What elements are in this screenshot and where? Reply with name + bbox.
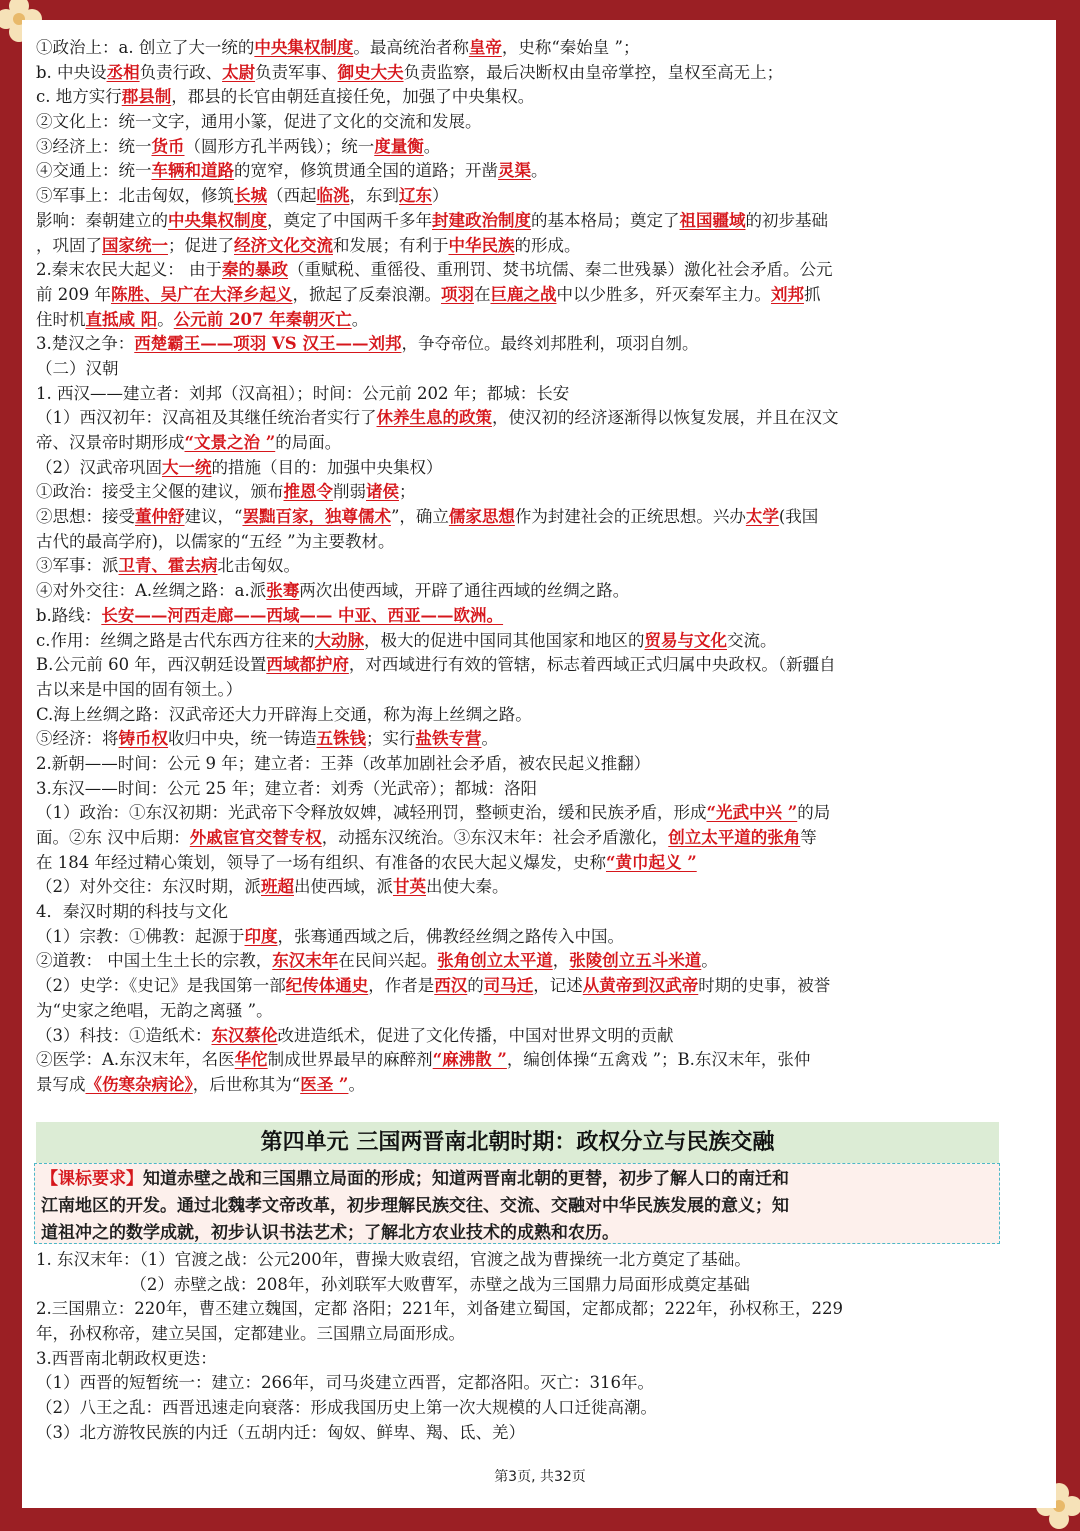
text-line (36, 801, 1006, 826)
text-segment: 的局 (797, 803, 831, 823)
text-segment: 在 184 年经过精心策划，领导了一场有组织、有准备的农民大起义爆发，史称 (36, 852, 606, 872)
text-segment: 影响：秦朝建立的 (36, 210, 168, 230)
text-segment: 的宽窄，修筑贯通全国的道路；开凿 (234, 161, 498, 181)
key-term: 铸币权 (118, 729, 168, 749)
text-line (36, 209, 1006, 234)
key-term: 罢黜百家，独尊儒术 (242, 507, 391, 527)
key-term: 秦的暴政 (222, 260, 288, 280)
text-line (36, 382, 1006, 407)
text-segment: 负责行政、 (139, 62, 223, 82)
text-segment: 2.秦末农民大起义： 由于 (36, 260, 222, 280)
text-segment: 收归中央，统一铸造 (168, 729, 317, 749)
text-line (36, 36, 1006, 61)
text-segment: 抓 (803, 284, 821, 304)
text-segment: ，对西域进行有效的管辖，标志着西域正式归属中央政权。（新疆自 (348, 655, 836, 675)
key-term: 西楚霸王——项羽 VS 汉王——刘邦 (134, 334, 402, 354)
text-line: （2）赤壁之战：208年，孙刘联军大败曹军，赤壁之战为三国鼎力局面形成奠定基础 (36, 1274, 750, 1294)
key-term: 中华民族 (448, 235, 515, 255)
text-segment: 古代的最高学府)，以儒家的“五经 ”为主要教材。 (36, 531, 395, 551)
key-term: 灵渠 (498, 161, 531, 181)
key-term: 休养生息的政策 (376, 408, 492, 428)
text-segment: 出使西域，派 (294, 877, 393, 897)
text-segment: ，编创体操“五禽戏 ”；B.东汉末年，张仲 (506, 1050, 811, 1070)
key-term: 大一统 (162, 457, 212, 477)
key-term: 祖国疆域 (679, 210, 746, 230)
text-line (36, 629, 1006, 654)
text-segment: ，奠定了中国两千多年 (267, 210, 432, 230)
key-term: 郡县制 (121, 87, 172, 107)
text-line (36, 554, 1006, 579)
text-segment: 前 209 年 (36, 284, 111, 304)
key-term: 张角创立太平道 (437, 951, 553, 971)
text-segment: 的初步基础 (745, 210, 828, 230)
text-segment: （二）汉朝 (36, 358, 119, 378)
text-segment: ⑤军事上：北击匈奴，修筑 (36, 186, 234, 206)
text-segment: 。 (701, 951, 718, 971)
text-segment: 作为封建社会的正统思想。兴办 (514, 507, 746, 527)
text-line (36, 530, 1006, 555)
text-segment: ，极大的促进中国同其他国家和地区的 (364, 630, 645, 650)
unit-title: 第四单元 三国两晋南北朝时期：政权分立与民族交融 (36, 1122, 999, 1163)
key-term: 辽东 (399, 186, 432, 206)
text-line (36, 456, 1006, 481)
text-segment: 。 (348, 1074, 365, 1094)
text-line (36, 431, 1006, 456)
key-term: 国家统一 (102, 235, 168, 255)
text-segment: 削弱 (333, 482, 366, 502)
text-segment: ③军事：派 (36, 556, 119, 576)
key-term: 儒家思想 (448, 507, 515, 527)
text-segment: 交流。 (727, 630, 777, 650)
text-line (36, 308, 1006, 333)
text-line (36, 949, 1006, 974)
key-term: 太学 (745, 507, 779, 527)
text-segment: 。 (157, 309, 174, 329)
text-line: 1. 东汉末年：（1）官渡之战：公元200年，曹操大败袁绍，官渡之战为曹操统一北方奠定了基础。 (36, 1250, 751, 1269)
text-line (36, 925, 1006, 950)
text-segment: 古以来是中国的固有领土。） (36, 679, 243, 699)
key-term: 刘邦 (770, 284, 804, 304)
text-line (36, 61, 1006, 86)
key-term: 皇帝 (468, 38, 502, 57)
text-segment: ，巩固了 (36, 235, 102, 255)
text-segment: 出使大秦。 (426, 877, 509, 897)
text-segment: （2）对外交往：东汉时期，派 (36, 877, 261, 897)
text-segment: ，使汉初的经济逐渐得以恢复发展，并且在汉文 (492, 408, 839, 428)
page-number: 第3页, 共32页 (494, 1469, 586, 1485)
key-term: 华佗 (234, 1050, 268, 1070)
key-term: 御史大夫 (337, 62, 404, 82)
text-segment: （西起 (267, 186, 317, 206)
text-segment: 住时机 (36, 309, 86, 329)
key-term: 盐铁专营 (415, 729, 482, 749)
text-segment: c. 地方实行 (36, 87, 122, 107)
text-line (36, 1048, 1006, 1073)
key-term: 丞相 (106, 62, 140, 82)
text-line (36, 135, 1006, 160)
text-segment: 。 (481, 729, 498, 749)
text-segment: b.路线： (36, 605, 102, 625)
key-term: 推恩令 (283, 482, 333, 502)
requirement-line: 道祖冲之的数学成就，初步认识书法艺术；了解北方农业技术的成熟和农历。 (41, 1223, 619, 1243)
text-line (36, 579, 1006, 604)
text-segment: 负责军事、 (255, 62, 338, 82)
text-segment: 1. 西汉——建立者：刘邦（汉高祖）；时间：公元前 202 年；都城：长安 (36, 383, 570, 403)
key-term: 外戚宦官交替专权 (189, 828, 322, 847)
text-segment: 为“史家之绝唱，无韵之离骚 ”。 (36, 1000, 273, 1020)
key-term: 长城 (234, 186, 267, 206)
text-segment: ④交通上：统一 (36, 161, 152, 181)
key-term: “黄巾起义 ” (605, 852, 697, 872)
key-term: 大动脉 (314, 630, 364, 650)
key-term: 纪传体通史 (285, 976, 369, 996)
text-segment: ，作者是 (368, 976, 435, 996)
text-line (36, 752, 1006, 777)
key-term: 董仲舒 (135, 507, 185, 527)
text-segment: ⑤经济：将 (36, 729, 119, 749)
text-line (36, 999, 1006, 1024)
three-kingdoms-notes (36, 1248, 1006, 1446)
text-segment: 的形成。 (514, 235, 581, 255)
key-term: 创立太平道的张角 (668, 828, 801, 847)
text-segment: ，后世称其为“ (192, 1074, 301, 1094)
text-segment: 的基本格局；奠定了 (531, 210, 680, 230)
text-segment: ） (432, 186, 449, 206)
key-term: 直抵咸 阳 (85, 309, 158, 329)
text-line (36, 480, 1006, 505)
text-segment: 负责监察，最后决断权由皇帝掌控，皇权至高无上； (403, 62, 784, 82)
text-line (36, 777, 1006, 802)
text-segment: 和发展；有利于 (333, 235, 449, 255)
text-line (36, 875, 1006, 900)
text-segment: ；实行 (366, 729, 416, 749)
text-segment: 的局面。 (275, 433, 342, 452)
text-line (36, 604, 1006, 629)
key-term: “麻沸散 ” (432, 1050, 507, 1070)
text-segment: ①政治上：a. 创立了大一统的 (36, 38, 255, 57)
text-segment: ，争夺帝位。最终刘邦胜利，项羽自刎。 (401, 334, 699, 354)
text-line (36, 159, 1006, 184)
text-segment: （2）汉武帝巩固 (36, 457, 162, 477)
text-segment: 3.楚汉之争： (36, 334, 135, 354)
text-line (36, 678, 1006, 703)
text-segment: 的措施（目的：加强中央集权） (211, 457, 443, 477)
requirement-tag: 【课标要求】 (41, 1169, 143, 1189)
text-segment: （3）科技：①造纸术： (36, 1025, 212, 1045)
text-segment: ，记述 (533, 976, 583, 996)
text-segment: ”，确立 (390, 507, 449, 527)
text-segment: ③经济上：统一 (36, 136, 152, 156)
key-term: 东汉蔡伦 (211, 1025, 278, 1045)
key-term: “光武中兴 ” (706, 803, 798, 823)
text-line (36, 234, 1006, 259)
text-line (36, 357, 1006, 382)
text-line (36, 85, 1006, 110)
text-segment: （1）政治：①东汉初期：光武帝下令释放奴婢，减轻刑罚，整顿吏治，缓和民族矛盾，形成 (36, 803, 707, 823)
key-term: 医圣 ” (300, 1074, 349, 1094)
key-term: 班超 (261, 877, 294, 897)
text-line: （1）西晋的短暂统一：建立：266年，司马炎建立西晋，定都洛阳。灭亡：316年。 (36, 1373, 654, 1393)
text-segment: 帝、汉景帝时期形成 (36, 433, 185, 452)
requirement-line: 【课标要求】知道赤壁之战和三国鼎立局面的形成；知道两晋南北朝的更替，初步了解人口的南迁和 (41, 1169, 789, 1189)
key-term: 西域都护府 (266, 655, 349, 675)
text-segment: ；促进了 (168, 235, 234, 255)
text-segment: ，张骞通西域之后，佛教经丝绸之路传入中国。 (277, 926, 624, 946)
text-line: （3）北方游牧民族的内迁（五胡内迁：匈奴、鲜卑、羯、氐、羌） (36, 1422, 525, 1442)
key-term: 张陵创立五斗米道 (569, 951, 702, 971)
text-line (36, 406, 1006, 431)
text-line (36, 258, 1006, 283)
text-line (36, 974, 1006, 999)
key-term: 货币 (151, 136, 185, 156)
text-segment: （重赋税、重徭役、重刑罚、焚书坑儒、秦二世残暴）激化社会矛盾。公元 (288, 260, 833, 280)
key-term: 公元前 207 年秦朝灭亡 (173, 309, 352, 329)
text-line (36, 900, 1006, 925)
text-line (36, 332, 1006, 357)
key-term: 太尉 (222, 62, 256, 82)
text-segment: 。最高统治者称 (353, 38, 469, 57)
key-term: 五铢钱 (316, 729, 366, 749)
text-segment: （1）宗教：①佛教：起源于 (36, 926, 245, 946)
key-term: 甘英 (393, 877, 426, 897)
text-segment: （圆形方孔半两钱）；统一 (184, 136, 375, 156)
key-term: 临洮 (316, 186, 350, 206)
text-segment: ，郡县的长官由朝廷直接任免，加强了中央集权。 (171, 87, 535, 107)
text-segment: 中以少胜多，歼灭秦军主力。 (556, 284, 771, 304)
key-term: 司马迁 (483, 976, 534, 996)
text-segment: (我国 (778, 507, 819, 527)
text-line (36, 283, 1006, 308)
qin-han-notes (36, 36, 1006, 1098)
text-segment: 。 (531, 161, 548, 181)
text-segment: 在民间兴起。 (338, 951, 438, 971)
text-segment: （2）史学：《史记》是我国第一部 (36, 976, 286, 996)
key-term: 从黄帝到汉武帝 (582, 976, 699, 996)
text-segment: 。 (423, 136, 441, 156)
key-term: 经济文化交流 (234, 235, 333, 255)
key-term: 封建政治制度 (432, 210, 531, 230)
text-segment: （1）西汉初年：汉高祖及其继任统治者实行了 (36, 408, 377, 428)
key-term: 东汉末年 (272, 951, 339, 971)
text-segment: ，掀起了反秦浪潮。 (292, 284, 441, 304)
key-term: 西汉 (434, 976, 468, 996)
text-line (36, 110, 1006, 135)
text-segment: 在 (473, 284, 491, 304)
text-line (36, 1073, 1006, 1098)
text-segment: ，动摇东汉统治。③东汉末年：社会矛盾激化， (321, 828, 669, 847)
text-line (36, 505, 1006, 530)
key-term: 卫青、霍去病 (118, 556, 218, 576)
text-segment: ， (552, 951, 570, 971)
key-term: 巨鹿之战 (490, 284, 557, 304)
text-segment: 2.新朝——时间：公元 9 年；建立者：王莽（改革加剧社会矛盾，被农民起义推翻） (36, 753, 651, 773)
text-segment: 。 (351, 309, 369, 329)
text-segment: 的 (467, 976, 484, 996)
text-segment: 面。②东 汉中后期： (36, 828, 190, 847)
text-segment: 等 (800, 828, 817, 847)
text-segment: ②文化上：统一文字，通用小篆，促进了文化的交流和发展。 (36, 112, 482, 132)
key-term: 《伤寒杂病论》 (85, 1074, 193, 1094)
text-segment: ④对外交往：A.丝绸之路：a.派 (36, 581, 267, 601)
text-segment: ； (399, 482, 416, 502)
text-line (36, 727, 1006, 752)
key-term: 长安——河西走廊——西域—— 中亚、西亚——欧洲。 (101, 605, 504, 625)
text-line (36, 851, 1006, 876)
text-segment: 时期的史事，被誉 (698, 976, 831, 996)
text-segment: B.公元前 60 年，西汉朝廷设置 (36, 655, 267, 675)
text-line (36, 653, 1006, 678)
text-segment: ①政治：接受主父偃的建议，颁布 (36, 482, 284, 502)
text-line: （2）八王之乱：西晋迅速走向衰落：形成我国历史上第一次大规模的人口迁徙高潮。 (36, 1398, 657, 1418)
text-line (36, 826, 1006, 851)
text-segment: ，东到 (349, 186, 399, 206)
text-segment: ②道教： 中国土生土长的宗教， (36, 951, 273, 971)
text-segment: 改进造纸术，促进了文化传播，中国对世界文明的贡献 (277, 1025, 674, 1045)
text-segment: 建议，“ (184, 507, 243, 527)
text-segment: 制成世界最早的麻醉剂 (267, 1050, 433, 1070)
text-line: 年，孙权称帝，建立吴国，定都建业。三国鼎立局面形成。 (36, 1324, 465, 1344)
text-segment: C.海上丝绸之路：汉武帝还大力开辟海上交通，称为海上丝绸之路。 (36, 704, 532, 724)
text-line (36, 1024, 1006, 1049)
key-term: “文景之治 ” (184, 433, 276, 452)
key-term: 诸侯 (366, 482, 399, 502)
key-term: 贸易与文化 (644, 630, 727, 650)
key-term: 度量衡 (374, 136, 424, 156)
key-term: 印度 (244, 926, 278, 946)
curriculum-requirements (34, 1163, 1000, 1244)
text-segment: 北击匈奴。 (217, 556, 300, 576)
text-segment: 景写成 (36, 1074, 86, 1094)
key-term: 中央集权制度 (168, 210, 267, 230)
key-term: 车辆和道路 (151, 161, 234, 181)
text-segment: 3.东汉——时间：公元 25 年；建立者：刘秀（光武帝）；都城：洛阳 (36, 778, 537, 798)
text-line: 2.三国鼎立：220年，曹丕建立魏国，定都 洛阳；221年，刘备建立蜀国，定都成都；222年，孙权称王，229 (36, 1299, 843, 1319)
requirement-line: 江南地区的开发。通过北魏孝文帝改革，初步理解民族交往、交流、交融对中华民族发展的意义；知 (41, 1196, 789, 1216)
text-segment: ，史称“秦始皇 ”； (501, 38, 640, 57)
text-segment: ②思想：接受 (36, 507, 135, 527)
key-term: 项羽 (440, 284, 474, 304)
text-line (36, 184, 1006, 209)
key-term: 中央集权制度 (254, 38, 354, 57)
key-term: 陈胜、吴广在大泽乡起义 (110, 284, 293, 304)
text-line: 3.西晋南北朝政权更迭： (36, 1348, 217, 1368)
text-line (36, 703, 1006, 728)
key-term: 张骞 (266, 581, 300, 601)
text-segment: ②医学：A.东汉末年，名医 (36, 1050, 235, 1070)
text-segment: 两次出使西域，开辟了通往西域的丝绸之路。 (299, 581, 630, 601)
text-segment: c.作用：丝绸之路是古代东西方往来的 (36, 630, 315, 650)
text-segment: 4．秦汉时期的科技与文化 (36, 902, 228, 922)
text-segment: b. 中央设 (36, 62, 107, 82)
